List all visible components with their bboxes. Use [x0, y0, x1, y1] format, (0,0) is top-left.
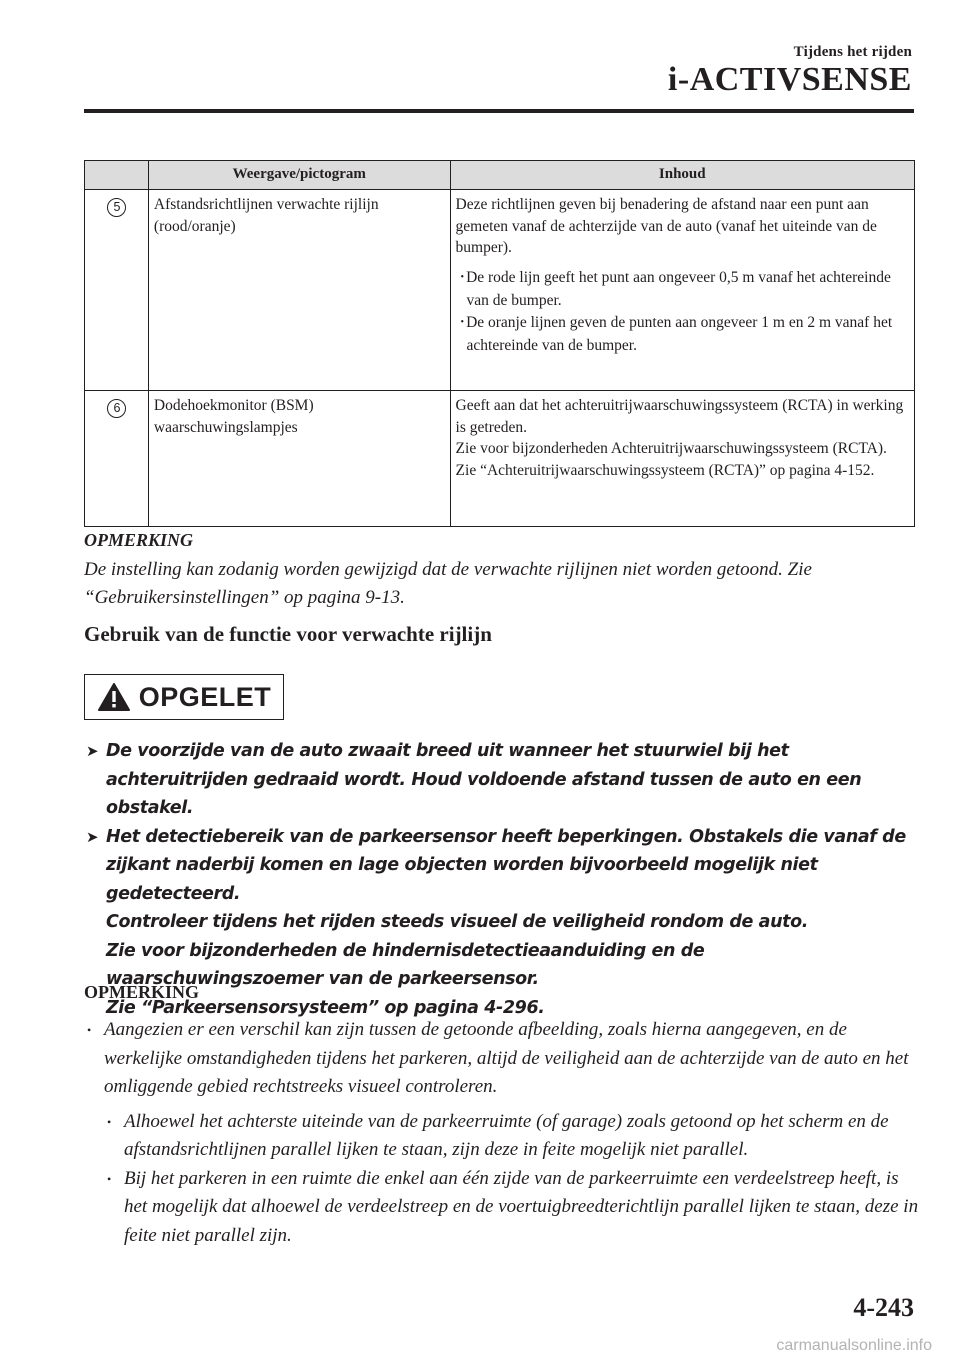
running-header-chapter: i-ACTIVSENSE: [667, 61, 912, 98]
note-text: Aangezien er een verschil kan zijn tussen de getoonde afbeelding, zoals hierna aangegeven, en de werkelijke omstandigheden tijdens het parkeren, altijd de veiligheid aan de achterzijde van de auto en het omliggende gebied rechtstreeks visueel controleren.: [104, 1019, 909, 1097]
list-item: • Bij het parkeren in een ruimte die enkel aan één zijde van de parkeerruimte een verdeelstreep heeft, is het mogelijk dat alhoewel de verdeelstreep en de voertuigbreedterichtlijn parallel lijken te staan, deze in feite niet parallel zijn.: [104, 1165, 924, 1251]
footer-watermark: carmanualsonline.info: [776, 1337, 932, 1354]
note-sublist: [104, 1108, 924, 1251]
list-item: • Alhoewel het achterste uiteinde van de parkeerruimte (of garage) zoals getoond op het scherm en de afstandsrichtlijnen parallel lijken te staan, zijn deze in feite mogelijk niet parallel.: [104, 1108, 924, 1165]
list-item: [84, 737, 924, 823]
note-text: De instelling kan zodanig worden gewijzigd dat de verwachte rijlijnen niet worden getoond. Zie “Gebruikersinstellingen” op pagina 9-13.: [84, 559, 812, 608]
row-display-text: Dodehoekmonitor (BSM) waarschuwingslampjes: [153, 397, 314, 436]
table-header-row: [85, 161, 915, 190]
table-header-display: Weergave/pictogram: [148, 161, 450, 190]
page-number: 4-243: [853, 1293, 914, 1322]
row-display-text: Afstandsrichtlijnen verwachte rijlijn (rood/oranje): [153, 196, 379, 235]
caution-text: Zie voor bijzonderheden de hindernisdetectieaanduiding en de waarschuwingszoemer van de parkeersensor.: [106, 940, 705, 989]
display-content-table: [84, 160, 915, 527]
row-number-cell: [85, 190, 149, 391]
caution-label: OPGELET: [138, 681, 272, 712]
caution-list: [84, 737, 924, 1022]
row-number-cell: [85, 391, 149, 527]
list-item: • De rode lijn geeft het punt aan ongeveer 0,5 m vanaf het achtereinde van de bumper.: [458, 267, 910, 312]
table-header-content: Inhoud: [450, 161, 914, 190]
row-content-line: Zie voor bijzonderheden Achteruitrijwaarschuwingssysteem (RCTA).: [455, 440, 887, 457]
list-item: • De oranje lijnen geven de punten aan ongeveer 1 m en 2 m vanaf het achtereinde van de bumper.: [458, 312, 910, 357]
note-list: [84, 1016, 924, 1250]
caution-text: De voorzijde van de auto zwaait breed uit wanneer het stuurwiel bij het achteruitrijden gedraaid wordt. Houd voldoende afstand tussen de auto en een obstakel.: [106, 741, 862, 818]
circled-number: 5: [107, 198, 126, 217]
row-bullet-list: [456, 267, 910, 357]
arrow-bullet-icon: ➤: [86, 742, 99, 760]
table-row: [85, 391, 915, 527]
caution-text: Het detectiebereik van de parkeersensor heeft beperkingen. Obstakels die vanaf de zijkant naderbij komen en lage objecten worden bijvoorbeeld mogelijk niet gedetecteerd.: [106, 826, 906, 904]
header-rule: [84, 109, 914, 113]
row-display-cell: [148, 190, 450, 391]
row-content-line: Zie “Achteruitrijwaarschuwingssysteem (RCTA)” op pagina 4-152.: [455, 461, 875, 479]
table-row: [85, 190, 915, 391]
list-item: [84, 823, 924, 1023]
running-header-section: Tijdens het rijden: [793, 44, 912, 60]
arrow-bullet-icon: ➤: [86, 827, 99, 846]
warning-triangle-icon: [97, 682, 131, 712]
note-heading: OPMERKING: [84, 982, 199, 1002]
row-content-text: Deze richtlijnen geven bij benadering de afstand naar een punt aan gemeten vanaf de achterzijde van de auto (vanaf het uiteinde van de bumper).: [455, 196, 877, 256]
list-item: [84, 1016, 924, 1250]
caution-box: [84, 674, 284, 720]
row-content-cell: [450, 391, 914, 527]
row-display-cell: [148, 391, 450, 527]
row-content-line: Geeft aan dat het achteruitrijwaarschuwingssysteem (RCTA) in werking is getreden.: [455, 397, 904, 436]
row-content-cell: [450, 190, 914, 391]
table-header-blank: [85, 161, 149, 190]
caution-text: Zie “Parkeersensorsysteem” op pagina 4-296.: [106, 997, 545, 1018]
note-heading: OPMERKING: [84, 530, 194, 550]
circled-number: 6: [107, 399, 126, 418]
section-title: Gebruik van de functie voor verwachte rijlijn: [84, 622, 492, 646]
caution-text: Controleer tijdens het rijden steeds visueel de veiligheid rondom de auto.: [106, 912, 808, 932]
